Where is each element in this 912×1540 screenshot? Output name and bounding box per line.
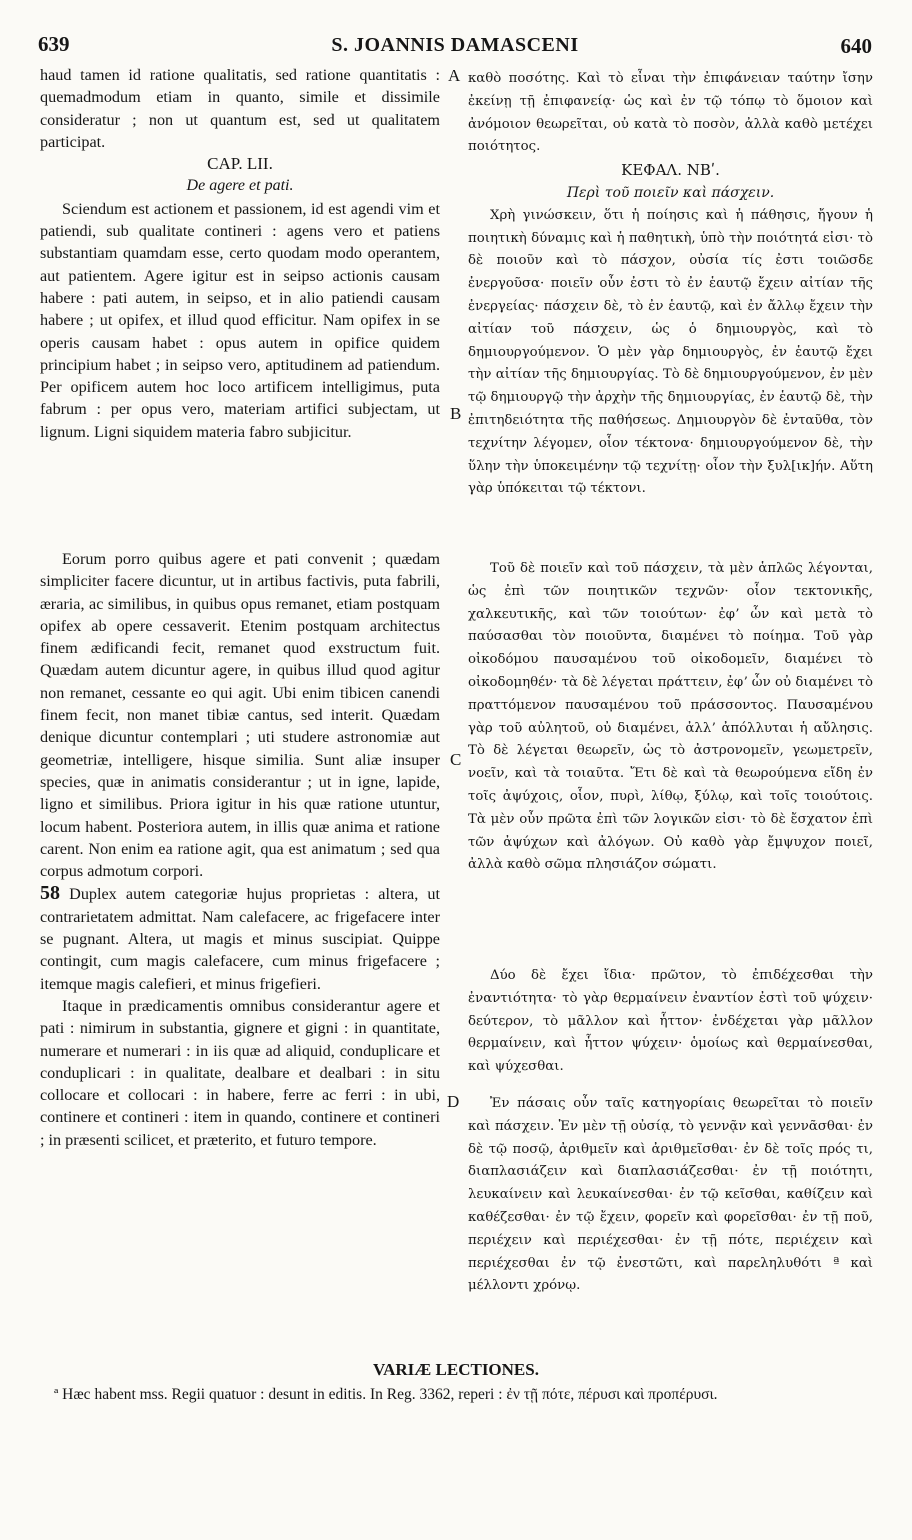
latin-paragraph-4 bbox=[40, 882, 440, 994]
greek-paragraph-4: Δύο δὲ ἔχει ἴδια· πρῶτον, τὸ ἐπιδέχεσθαι τὴν ἐναντιότητα· τὸ γὰρ θερμαίνειν ἐναντίον ἐστὶ τοῦ ψύχειν· δεύτερον, τὸ μᾶλλον καὶ ἧττον· ἐνδέχεται γὰρ μᾶλλον θερμαίνειν, καὶ ἧττον ψύχειν· ὁμοίως καὶ θερμαίνεσθαι, καὶ ψύχεσθαι. bbox=[468, 968, 873, 1075]
variant-readings-note: ª Hæc habent mss. Regii quatuor : desunt in editis. In Reg. 3362, reperi : ἐν τῇ πότε, πέρυσι καὶ προπέρυσι. bbox=[54, 1386, 718, 1403]
variant-readings-title: VARIÆ LECTIONES. bbox=[373, 1360, 539, 1379]
section-number: 58 bbox=[40, 882, 60, 905]
margin-marker-d: D bbox=[447, 1092, 460, 1111]
latin-paragraph-3: Eorum porro quibus agere et pati convenit ; quædam simpliciter facere dicuntur, ut in artibus factivis, puta fabrili, æraria, ac similibus, in quibus opus remanet, etiam postquam opifex ab opere cessaverit. Etenim postquam architectus finem ædificandi fecit, remanet quod exstructum fuit. Quædam autem dicuntur agere, in quibus illud quod agitur non remanet, cessante eo qui agit. Ubi enim tibicen canendi finem fecit, non manet tibiæ cantus, sed interit. Quædam denique dicuntur contemplari ; uti studere astronomiæ aut geometriæ, intelligere, hisque similia. Sunt aliæ insuper species, quæ in animatis considerantur ; ut in igne, lapide, ligno et similibus. Priora igitur in his quæ ratione utuntur, locum habent. Posteriora autem, in illis quæ anima et ratione carent. Non enim ea ratione agit, qua est animatum ; sed qua corpus admotum corpori. bbox=[40, 550, 440, 881]
page-number-left: 639 bbox=[38, 32, 70, 56]
running-title: S. JOANNIS DAMASCENI bbox=[331, 34, 579, 56]
margin-marker-c: C bbox=[450, 750, 462, 769]
variant-readings bbox=[40, 1360, 872, 1404]
margin-marker-b: B bbox=[450, 404, 462, 423]
latin-chapter-subtitle: De agere et pati. bbox=[186, 177, 294, 195]
margin-marker-a: A bbox=[448, 66, 461, 85]
greek-chapter-subtitle: Περὶ τοῦ ποιεῖν καὶ πάσχειν. bbox=[566, 184, 775, 201]
latin-column bbox=[40, 64, 440, 443]
greek-paragraph-1: καθὸ ποσότης. Καὶ τὸ εἶναι τὴν ἐπιφάνειαν ταύτην ἴσην ἐκείνῃ τῇ ἐπιφανείᾳ· ὡς καὶ ἐν τῷ τόπῳ τὸ ὅμοιον καὶ ἀνόμοιον θεωρεῖται, οὐ κατὰ τὸ ποσὸν, ἀλλὰ καθὸ μετέχει ποιότητος. bbox=[468, 71, 873, 155]
latin-chapter-title: CAP. LII. bbox=[207, 154, 273, 174]
page-number-right: 640 bbox=[840, 34, 872, 58]
latin-paragraph-1: haud tamen id ratione qualitatis, sed ratione quantitatis : quemadmodum etiam in quanto, simile et dissimile consideratur ; non ut quantum est, sed ut qualitatem participat. bbox=[40, 66, 440, 151]
latin-paragraph-4-text: Duplex autem categoriæ hujus proprietas : altera, ut contrarietatem admittat. Nam calefacere, ac frigefacere inter se pugnant. Altera, ut magis et minus suscipiat. Quippe contingit, cum magis calefacere, cum minus frigefacere ; itemque magis calefieri, et minus frigefieri. bbox=[40, 885, 440, 993]
greek-chapter-title: ΚΕΦΑΛ. ΝΒʹ. bbox=[621, 161, 720, 180]
greek-column bbox=[468, 68, 873, 501]
greek-paragraph-2: Χρὴ γινώσκειν, ὅτι ἡ ποίησις καὶ ἡ πάθησις, ἤγουν ἡ ποιητικὴ δύναμις καὶ ἡ παθητικὴ, ὑπὸ τὴν ποιότητά εἰσι· τὸ δὲ ποιοῦν καὶ τὸ πάσχον, οὐσία τίς ἐστι τοιῶσδε ἐνεργοῦσα· ποιεῖν οὖν ἐστι τὸ ἐν ἑαυτῷ ἔχειν αἰτίαν τῆς ἐνεργείας· πάσχειν δὲ, τὸ ἐν ἑαυτῷ, καὶ ἐν ἄλλῳ ἔχειν τὴν αἰτίαν τοῦ πάσχειν, ὡς ὁ δημιουργὸς, καὶ τὸ δημιουργούμενον. Ὁ μὲν γὰρ δημιουργὸς, ἐν ἑαυτῷ ἔχει τὴν αἰτίαν τῆς δημιουργίας. Τὸ δὲ δημιουργούμενον, ἐν μὲν τῷ δημιουργῷ τὴν ἀρχὴν τῆς δημιουργίας, ἐν ἑαυτῷ δὲ, τὴν ἐπιτηδειότητα τῆς παθήσεως. Δημιουργὸν δὲ ἐνταῦθα, τὸν τεχνίτην λέγομεν, οἷον τέκτονα· δημιουργούμενον δὲ, τὴν ὕλην τὴν ὑποκειμένην τῷ τεχνίτῃ· οἷον τὴν ξυλ[ικ]ήν. Αὕτη γὰρ ὑπόκειται τῷ τέκτονι. bbox=[468, 207, 873, 497]
running-header bbox=[38, 30, 872, 60]
greek-paragraph-3: Τοῦ δὲ ποιεῖν καὶ τοῦ πάσχειν, τὰ μὲν ἁπλῶς λέγονται, ὡς ἐπὶ τῶν ποιητικῶν τεχνῶν· οἷον τεκτονικῆς, χαλκευτικῆς, καὶ τῶν τοιούτων· ἐφʼ ὧν καὶ μετὰ τὸ παύσασθαι τὸν ποιοῦντα, διαμένει τὸ ποίημα. Τοῦ γὰρ οἰκοδόμου παυσαμένου τοῦ οἰκοδομεῖν, διαμένει τὸ οἰκοδομηθέν· τὰ δὲ λέγεται πράττειν, ἐφʼ ὧν οὐ διαμένει τὸ πραττόμενον παυσαμένου τοῦ πράσσοντος. Παυσαμένου γὰρ τοῦ αὐλητοῦ, οὐ διαμένει, ἀλλʼ ἀπόλλυται ἡ αὔλησις. Τὸ δὲ λέγεται θεωρεῖν, ὡς τὸ ἀστρονομεῖν, γεωμετρεῖν, νοεῖν, καὶ τὰ τοιαῦτα. Ἔτι δὲ καὶ τὰ θεωρούμενα εἴδη ἐν τοῖς ἀψύχοις, οἷον, πυρὶ, λίθῳ, ξύλῳ, καὶ τοῖς τοιούτοις. Τὰ μὲν οὖν πρῶτα ἐπὶ τῶν λογικῶν εἰσι· τὸ δὲ ἔσχατον ἐπὶ τῶν ἀψύχων καὶ ἀλόγων. Οὐ καθὸ γὰρ ἔμψυχον ποιεῖ, ἀλλὰ καθὸ σῶμα πλησιάζον σώματι. bbox=[468, 561, 873, 873]
greek-paragraph-5: Ἐν πάσαις οὖν ταῖς κατηγορίαις θεωρεῖται τὸ ποιεῖν καὶ πάσχειν. Ἐν μὲν τῇ οὐσίᾳ, τὸ γεννᾷν καὶ γεννᾶσθαι· ἐν δὲ τῷ ποσῷ, ἀριθμεῖν καὶ ἀριθμεῖσθαι· ἐν δὲ τοῖς πρός τι, διαπλασιάζειν καὶ διαπλασιάζεσθαι· ἐν τῇ ποιότητι, λευκαίνειν καὶ λευκαίνεσθαι· ἐν τῷ κεῖσθαι, καθίζειν καὶ καθέζεσθαι· ἐν τῷ ἔχειν, φορεῖν καὶ φορεῖσθαι· ἐν τῇ ποῦ, περιέχειν καὶ περιέχεσθαι· ἐν τῇ πότε, περιέχειν καὶ περιέχεσθαι ἐν τῷ ἐνεστῶτι, καὶ παρεληλυθότι ª καὶ μέλλοντι χρόνῳ. bbox=[468, 1095, 873, 1294]
greek-column-middle bbox=[468, 558, 873, 877]
latin-paragraph-2: Sciendum est actionem et passionem, id est agendi vim et patiendi, sub qualitate contineri : agens vero et patiens substantiam quamdam esse, certo quodam modo operantem, aut patientem. Agere igitur est in seipso actionis causam habere : pati autem, in seipso, et in alio patiendi causam habere ; ut opifex, et illud quod efficitur. Nam opifex in se operis causam habet : opus autem in opifice quidem principium habet ; in seipso vero, aptitudinem ad patiendum. Per opificem autem hoc loco artificem intelligimus, puta fabrum : per opus vero, materiam artifici subjectam, ut lignum. Ligni siquidem materia fabro subjicitur. bbox=[40, 199, 440, 441]
latin-paragraph-5: Itaque in prædicamentis omnibus considerantur agere et pati : nimirum in substantia, gignere et gigni : in quantitate, numerare et numerari : in iis quæ ad aliquid, conduplicare et conduplicari : in qualitate, dealbare et dealbari : in situ collocare et collocari : in habere, ferre ac ferri : in ubi, continere et contineri : item in quando, continere et contineri ; in præsenti scilicet, et præterito, et futuro tempore. bbox=[40, 996, 440, 1149]
latin-column-lower bbox=[40, 548, 440, 1151]
greek-column-lower bbox=[468, 965, 873, 1298]
